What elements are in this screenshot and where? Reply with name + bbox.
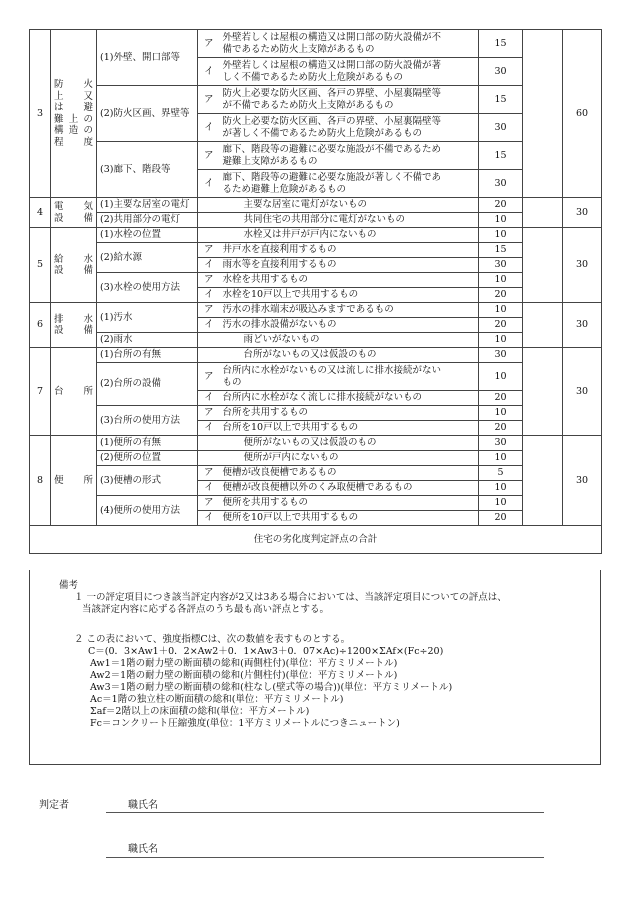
description-line: 便所を10戸以上で共用するもの (222, 512, 359, 524)
sub-mark: イ (198, 318, 220, 333)
sub-score: 30 (479, 58, 523, 86)
sub-mark: ア (198, 466, 220, 481)
sub-description (220, 288, 479, 303)
sub-mark: ア (198, 142, 220, 170)
description-line: 井戸水を直接利用するもの (222, 244, 337, 256)
description-line: 水栓を10戸以上で共用するもの (222, 289, 359, 301)
blank-cell (523, 303, 563, 348)
sub-mark (198, 213, 220, 228)
category-line: 給 水 (54, 253, 93, 265)
description-line: 備であるため防火上支障があるもの (222, 43, 375, 55)
total-label: 住宅の劣化度判定評点の合計 (30, 526, 602, 554)
sub-score: 20 (479, 421, 523, 436)
sub-description (220, 170, 479, 198)
item-label: (2)雨水 (97, 333, 198, 348)
sub-mark: イ (198, 481, 220, 496)
item-label: (3)便槽の形式 (97, 466, 198, 496)
signature-line-1 (106, 812, 544, 813)
description-line: 便槽が改良便槽以外のくみ取便槽であるもの (222, 482, 413, 494)
sub-score: 15 (479, 243, 523, 258)
blank-cell (523, 30, 563, 198)
sub-score: 30 (479, 258, 523, 273)
sub-description (220, 142, 479, 170)
section-category (51, 348, 97, 436)
section-max-score: 30 (563, 228, 602, 303)
category-line: 電 気 (54, 201, 93, 212)
sub-description (220, 273, 479, 288)
category-line: 難上の (54, 113, 93, 125)
description-line: が不備であるため防火上支障があるもの (222, 99, 394, 111)
sub-mark (198, 198, 220, 213)
sub-mark: イ (198, 421, 220, 436)
description-line: 台所を10戸以上で共用するもの (222, 422, 359, 434)
sub-description (220, 348, 479, 363)
table-row (30, 363, 602, 391)
sub-score: 20 (479, 198, 523, 213)
sub-score: 30 (479, 170, 523, 198)
sub-score: 30 (479, 114, 523, 142)
sub-mark: ア (198, 30, 220, 58)
category-line: 設備 (54, 265, 93, 276)
judge-label: 判定者 (39, 800, 69, 811)
sub-score: 15 (479, 142, 523, 170)
section-category (51, 436, 97, 526)
strength-formula: C＝(0．3×Aw1＋0．2×Aw2＋0．1×Aw3＋0．07×Ac)÷1200×ΣAf×(Fc÷20) (88, 646, 444, 657)
total-row (30, 526, 602, 554)
sub-score: 10 (479, 363, 523, 391)
table-row (30, 496, 602, 511)
table-row (30, 333, 602, 348)
table-row (30, 86, 602, 114)
sub-mark (198, 451, 220, 466)
blank-cell (523, 228, 563, 303)
section-number: 3 (30, 30, 51, 198)
description-line: 主要な居室に電灯がないもの (243, 199, 368, 211)
description-line: 便所が戸内にないもの (243, 452, 339, 464)
sub-score: 10 (479, 481, 523, 496)
description-line: しく不備であるため防火上危険があるもの (222, 71, 404, 83)
notes-heading: 備考 (59, 580, 79, 591)
section-max-score: 30 (563, 198, 602, 228)
section-category (51, 228, 97, 303)
item-label: (3)水栓の使用方法 (97, 273, 198, 303)
sub-mark (198, 228, 220, 243)
note-1-line-1: １ 一の評定項目につき該当評定内容が2又は3ある場合においては、当該評定項目についての評点は、 (74, 592, 507, 603)
sub-score: 20 (479, 391, 523, 406)
sub-mark: ア (198, 303, 220, 318)
sub-description (220, 481, 479, 496)
notes-section (29, 570, 601, 765)
name-label-1: 職氏名 (128, 800, 158, 811)
sub-score: 10 (479, 333, 523, 348)
category-line: 設備 (54, 325, 93, 336)
table-row (30, 303, 602, 318)
item-label: (1)汚水 (97, 303, 198, 333)
description-line: 廊下、階段等の避難に必要な施設が不備であるため (222, 144, 442, 155)
description-line: 防火上必要な防火区画、各戸の界壁、小屋裏隔壁等 (222, 116, 442, 127)
sub-score: 10 (479, 228, 523, 243)
description-line: 台所内に水栓がなく流しに排水接続がないもの (222, 392, 423, 404)
sub-mark (198, 348, 220, 363)
table-row (30, 273, 602, 288)
rating-table (29, 29, 602, 554)
category-line: 便所 (54, 474, 93, 486)
note-2-intro: ２ この表において、強度指標Cは、次の数値を表すものとする。 (74, 634, 351, 645)
description-line: 台所内に水栓がないもの又は流しに排水接続がない (222, 365, 442, 376)
section-number: 8 (30, 436, 51, 526)
sub-description (220, 511, 479, 526)
sub-mark: イ (198, 288, 220, 303)
sub-score: 10 (479, 406, 523, 421)
sub-mark: ア (198, 363, 220, 391)
sub-score: 30 (479, 348, 523, 363)
section-number: 7 (30, 348, 51, 436)
sub-score: 15 (479, 86, 523, 114)
sub-description (220, 391, 479, 406)
section-number: 4 (30, 198, 51, 228)
item-label: (1)便所の有無 (97, 436, 198, 451)
sub-description (220, 303, 479, 318)
item-label: (4)便所の使用方法 (97, 496, 198, 526)
description-line: るため避難上危険があるもの (222, 183, 347, 195)
item-label: (2)防火区画、界壁等 (97, 86, 198, 142)
name-label-2: 職氏名 (128, 844, 158, 855)
sub-description (220, 114, 479, 142)
sub-score: 30 (479, 436, 523, 451)
table-row (30, 142, 602, 170)
sub-mark: イ (198, 170, 220, 198)
sub-mark: イ (198, 511, 220, 526)
sub-mark: ア (198, 273, 220, 288)
table-row (30, 436, 602, 451)
section-number: 5 (30, 228, 51, 303)
table-row (30, 406, 602, 421)
def-af: Σaf＝2階以上の床面積の総和(単位：平方メートル) (90, 706, 310, 717)
category-line: 構造の (54, 125, 93, 136)
sub-description (220, 421, 479, 436)
blank-cell (523, 436, 563, 526)
sub-mark: イ (198, 391, 220, 406)
description-line: 避難上支障があるもの (222, 155, 318, 167)
sub-mark: ア (198, 86, 220, 114)
item-label: (2)共用部分の電灯 (97, 213, 198, 228)
section-max-score: 30 (563, 303, 602, 348)
description-line: 防火上必要な防火区画、各戸の界壁、小屋裏隔壁等 (222, 88, 442, 99)
sub-description (220, 451, 479, 466)
sub-description (220, 496, 479, 511)
sub-description (220, 243, 479, 258)
def-aw3: Aw3＝1階の耐力壁の断面積の総和(柱なし(壁式等の場合))(単位：平方ミリメートル) (90, 682, 453, 693)
description-line: 汚水の排水設備がないもの (222, 319, 337, 331)
item-label: (2)便所の位置 (97, 451, 198, 466)
description-line: 雨どいがないもの (243, 334, 320, 346)
table-row (30, 451, 602, 466)
sub-description (220, 466, 479, 481)
sub-mark: イ (198, 258, 220, 273)
sub-mark: ア (198, 243, 220, 258)
sub-description (220, 406, 479, 421)
note-1-line-2: 当該評定内容に応ずる各評点のうち最も高い評点とする。 (82, 604, 330, 615)
sub-description (220, 228, 479, 243)
category-line: 設備 (54, 212, 93, 224)
section-category (51, 30, 97, 198)
description-line: 廊下、階段等の避難に必要な施設が著しく不備であ (222, 172, 442, 183)
sub-score: 20 (479, 288, 523, 303)
sub-description (220, 213, 479, 228)
blank-cell (523, 348, 563, 436)
item-label: (1)外壁、開口部等 (97, 30, 198, 86)
table-row (30, 466, 602, 481)
blank-cell (523, 198, 563, 228)
sub-description (220, 258, 479, 273)
sub-score: 5 (479, 466, 523, 481)
sub-description (220, 363, 479, 391)
table-row (30, 213, 602, 228)
sub-mark (198, 333, 220, 348)
sub-mark: ア (198, 406, 220, 421)
category-line: 排 水 (54, 313, 93, 325)
sub-description (220, 58, 479, 86)
table-row (30, 30, 602, 58)
section-number: 6 (30, 303, 51, 348)
section-max-score: 30 (563, 348, 602, 436)
category-line: 台所 (54, 385, 93, 397)
def-aw1: Aw1＝1階の耐力壁の断面積の総和(両側柱付)(単位：平方ミリメートル) (90, 658, 398, 669)
description-line: 水栓を共用するもの (222, 274, 309, 286)
sub-mark (198, 436, 220, 451)
sub-score: 10 (479, 273, 523, 288)
description-line: 外壁若しくは屋根の構造又は開口部の防火設備が著 (222, 60, 442, 71)
item-label: (1)台所の有無 (97, 348, 198, 363)
sub-description (220, 198, 479, 213)
sub-score: 20 (479, 511, 523, 526)
sub-score: 20 (479, 318, 523, 333)
description-line: 雨水等を直接利用するもの (222, 259, 337, 271)
category-line: は 避 (54, 102, 93, 113)
description-line: 台所がないもの又は仮設のもの (243, 349, 377, 361)
sub-score: 10 (479, 496, 523, 511)
description-line: 便槽が改良便槽であるもの (222, 467, 337, 479)
item-label: (3)台所の使用方法 (97, 406, 198, 436)
description-line: 便所を共用するもの (222, 497, 309, 509)
description-line: 便所がないもの又は仮設のもの (243, 437, 377, 449)
category-line: 程度 (54, 136, 93, 148)
signature-line-2 (106, 857, 544, 858)
category-line: 防 火 (54, 79, 93, 90)
description-line: 外壁若しくは屋根の構造又は開口部の防火設備が不 (222, 32, 442, 43)
item-label: (1)主要な居室の電灯 (97, 198, 198, 213)
description-line: 汚水の排水端末が吸込みますであるもの (222, 304, 394, 316)
item-label: (1)水栓の位置 (97, 228, 198, 243)
sub-score: 10 (479, 213, 523, 228)
item-label: (3)廊下、階段等 (97, 142, 198, 198)
section-max-score: 60 (563, 30, 602, 198)
def-aw2: Aw2＝1階の耐力壁の断面積の総和(片側柱付)(単位：平方ミリメートル) (90, 670, 398, 681)
sub-score: 10 (479, 451, 523, 466)
description-line: もの (222, 376, 242, 388)
def-ac: Ac＝1階の独立柱の断面積の総和(単位：平方ミリメートル) (90, 694, 344, 705)
sub-score: 15 (479, 30, 523, 58)
section-max-score: 30 (563, 436, 602, 526)
sub-description (220, 333, 479, 348)
sub-mark: ア (198, 496, 220, 511)
sub-description (220, 318, 479, 333)
description-line: が著しく不備であるため防火上危険があるもの (222, 127, 423, 139)
section-category (51, 198, 97, 228)
table-row (30, 198, 602, 213)
sub-description (220, 86, 479, 114)
table-row (30, 348, 602, 363)
table-row (30, 228, 602, 243)
sub-mark: イ (198, 114, 220, 142)
sub-description (220, 30, 479, 58)
sub-description (220, 436, 479, 451)
sub-score: 10 (479, 303, 523, 318)
section-category (51, 303, 97, 348)
description-line: 台所を共用するもの (222, 407, 309, 419)
category-line: 上 又 (54, 90, 93, 102)
description-line: 共同住宅の共用部分に電灯がないもの (243, 214, 406, 226)
table-row (30, 243, 602, 258)
sub-mark: イ (198, 58, 220, 86)
def-fc: Fc＝コンクリート圧縮強度(単位：1平方ミリメートルにつきニュートン) (90, 718, 400, 729)
description-line: 水栓又は井戸が戸内にないもの (243, 229, 377, 241)
item-label: (2)台所の設備 (97, 363, 198, 406)
item-label: (2)給水源 (97, 243, 198, 273)
